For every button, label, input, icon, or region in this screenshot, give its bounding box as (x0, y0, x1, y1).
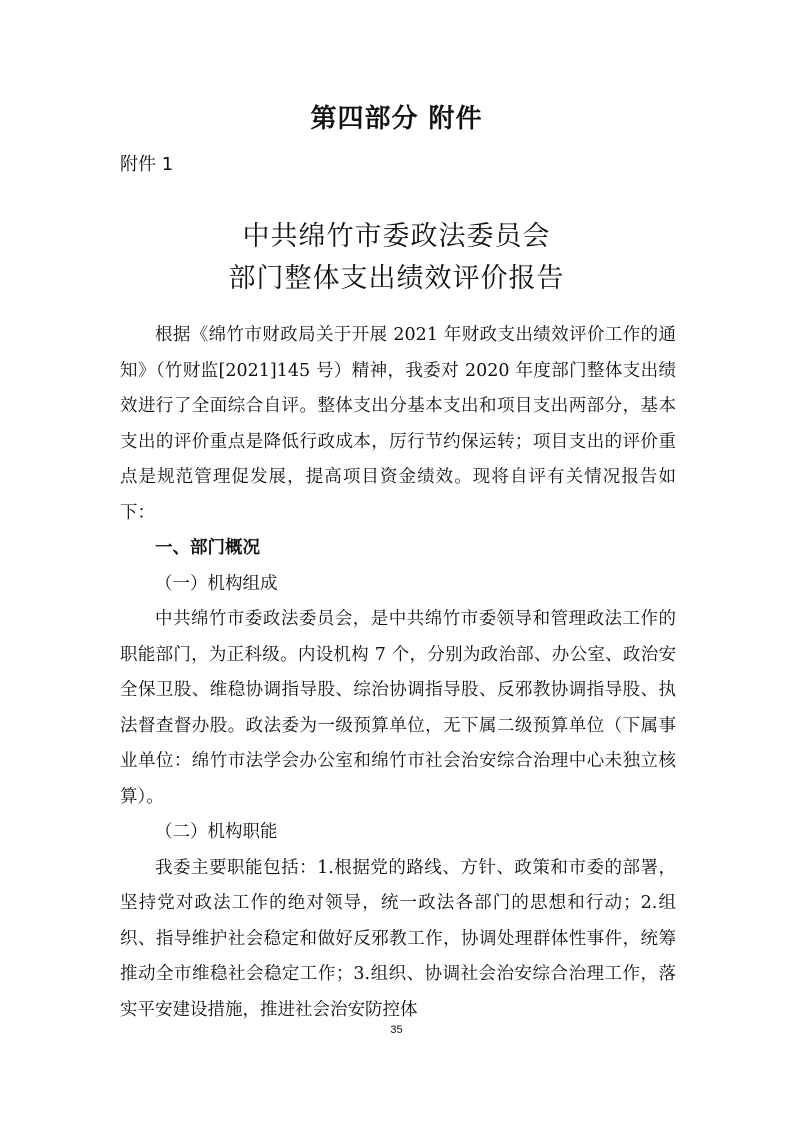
intro-paragraph: 根据《绵竹市财政局关于开展 2021 年财政支出绩效评价工作的通知》（竹财监[2021]145 号）精神，我委对 2020 年度部门整体支出绩效进行了全面综合自评。整体支出分基本支出和项目支出两部分，基本支出的评价重点是降低行政成本，厉行节约保运转；项目支出的评价重点是规范管理促发展，提高项目资金绩效。现将自评有关情况报告如下： (120, 325, 676, 523)
annex-label: 附件 1 (120, 154, 174, 175)
subsection-heading-functions: （二）机构职能 (155, 822, 278, 842)
report-title-line-2: 部门整体支出绩效评价报告 (228, 263, 565, 294)
page-number: 35 (390, 1024, 403, 1036)
section-heading-overview: 一、部门概况 (155, 538, 260, 558)
organization-paragraph: 中共绵竹市委政法委员会，是中共绵竹市委领导和管理政法工作的职能部门，为正科级。内设机构 7 个，分别为政治部、办公室、政治安全保卫股、维稳协调指导股、综治协调指导股、反邪教协调指导股、执法督查督办股。政法委为一级预算单位，无下属二级预算单位（下属事业单位：绵竹市法学会办公室和绵竹市社会治安综合治理中心未独立核算）。 (120, 609, 676, 807)
subsection-heading-organization: （一）机构组成 (155, 573, 278, 594)
functions-paragraph: 我委主要职能包括：1.根据党的路线、方针、政策和市委的部署，坚持党对政法工作的绝对领导，统一政法各部门的思想和行动；2.组织、指导维护社会稳定和做好反邪教工作，协调处理群体性事件，统筹推动全市维稳社会稳定工作；3.组织、协调社会治安综合治理工作，落实平安建设措施，推进社会治安防控体 (120, 857, 676, 1020)
report-body (120, 318, 676, 1028)
part-title: 第四部分 附件 (310, 104, 483, 134)
report-title-line-1: 中共绵竹市委政法委员会 (242, 221, 551, 252)
